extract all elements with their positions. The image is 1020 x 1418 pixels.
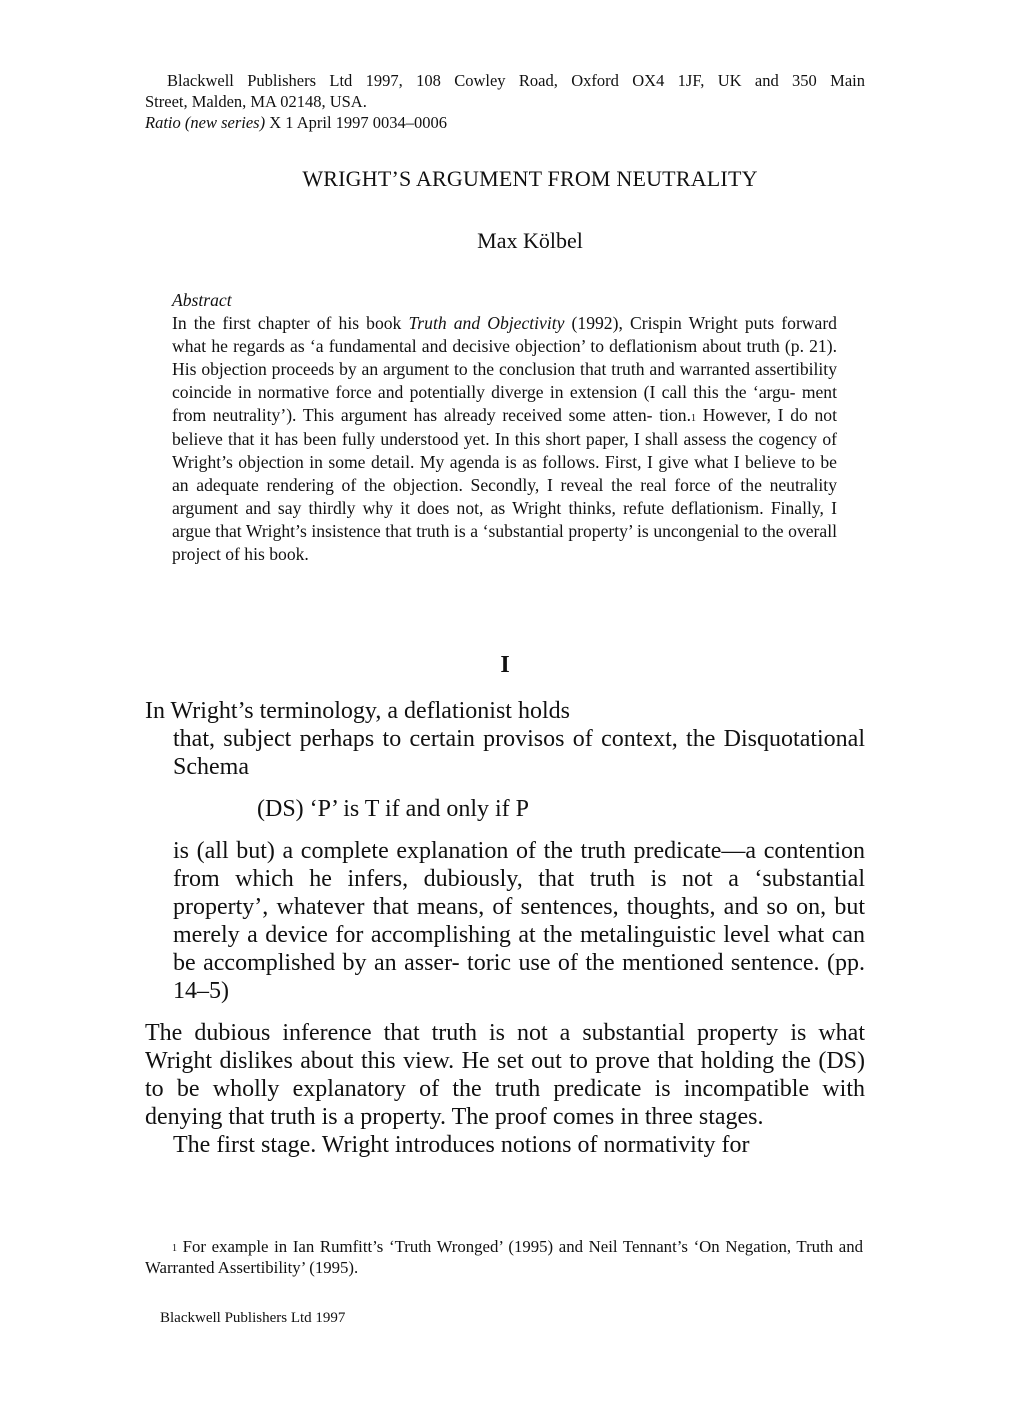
book-title: Truth and Objectivity (408, 313, 565, 334)
block-quote-part-2: is (all but) a complete explanation of the truth predicate—a contention from which he infers, dubiously, that truth is not a ‘substantial property’, whatever that means, of sentences, thoughts, and so on, but merely a device for accomplishing at the metalinguistic level what can be accomplished by an asser- toric use of the mentioned sentence. (pp. 14–5) (173, 838, 865, 1004)
publisher-line-1: Blackwell Publishers Ltd 1997, 108 Cowley Road, Oxford OX4 1JF, UK and 350 Main (167, 71, 865, 90)
intro-line: In Wright’s terminology, a deflationist holds (145, 698, 570, 724)
main-text (145, 697, 865, 1159)
journal-name: Ratio (new series) (145, 113, 266, 132)
article-author: Max Kölbel (477, 228, 583, 253)
article-title: WRIGHT’S ARGUMENT FROM NEUTRALITY (302, 166, 758, 191)
paragraph-1: The dubious inference that truth is not a substantial property is what Wright dislikes about this view. He set out to prove that holding the (DS) to be wholly explanatory of the truth predicate is incompatible with denying that truth is a property. The proof comes in three stages. (145, 1020, 865, 1130)
journal-issue: X 1 April 1997 0034–0006 (269, 113, 448, 132)
footnote (145, 1236, 863, 1278)
paragraph-2: The first stage. Wright introduces notions of normativity for (173, 1132, 750, 1158)
page-footer: Blackwell Publishers Ltd 1997 (160, 1310, 346, 1326)
footnote-ref[interactable]: 1 (691, 413, 697, 425)
abstract-text-a: In the first chapter of his book (172, 313, 409, 334)
journal-line (145, 112, 865, 133)
footnote-number: 1 (172, 1243, 177, 1254)
publisher-line-2: Street, Malden, MA 02148, USA. (145, 92, 367, 111)
block-quote-part-1: that, subject perhaps to certain provisos of context, the Disquotational Schema (173, 726, 865, 780)
section-heading: I (500, 652, 510, 678)
publisher-header (145, 70, 865, 133)
abstract-label: Abstract (172, 290, 232, 310)
footnote-text: For example in Ian Rumfitt’s ‘Truth Wronged’ (1995) and Neil Tennant’s ‘On Negation, Truth and Warranted Assertibility’ (1995). (145, 1237, 863, 1277)
disquotational-schema: (DS) ‘P’ is T if and only if P (257, 796, 530, 822)
abstract-text-c: However, I do not believe that it has been fully understood yet. In this short paper, I shall assess the cogency of Wright’s objection in some detail. My agenda is as follows. First, I give what I believe to be an adequate rendering of the objection. Secondly, I reveal the real force of the neutrality argument and say thirdly why it does not, as Wright thinks, refute deflationism. Finally, I argue that Wright’s insistence that truth is a ‘substantial property’ is uncongenial to the overall project of his book. (172, 405, 837, 565)
abstract (172, 289, 837, 566)
abstract-text-b: (1992), Crispin Wright puts forward what he regards as ‘a fundamental and decisive objection’ to deflationism about truth (p. 21). His objection proceeds by an argument to the conclusion that truth and warranted assertibility coincide in normative force and potentially diverge in extension (I call this the ‘argu- ment from neutrality’). This argument has already received some atten- tion. (172, 313, 837, 426)
abstract-body (172, 312, 837, 566)
